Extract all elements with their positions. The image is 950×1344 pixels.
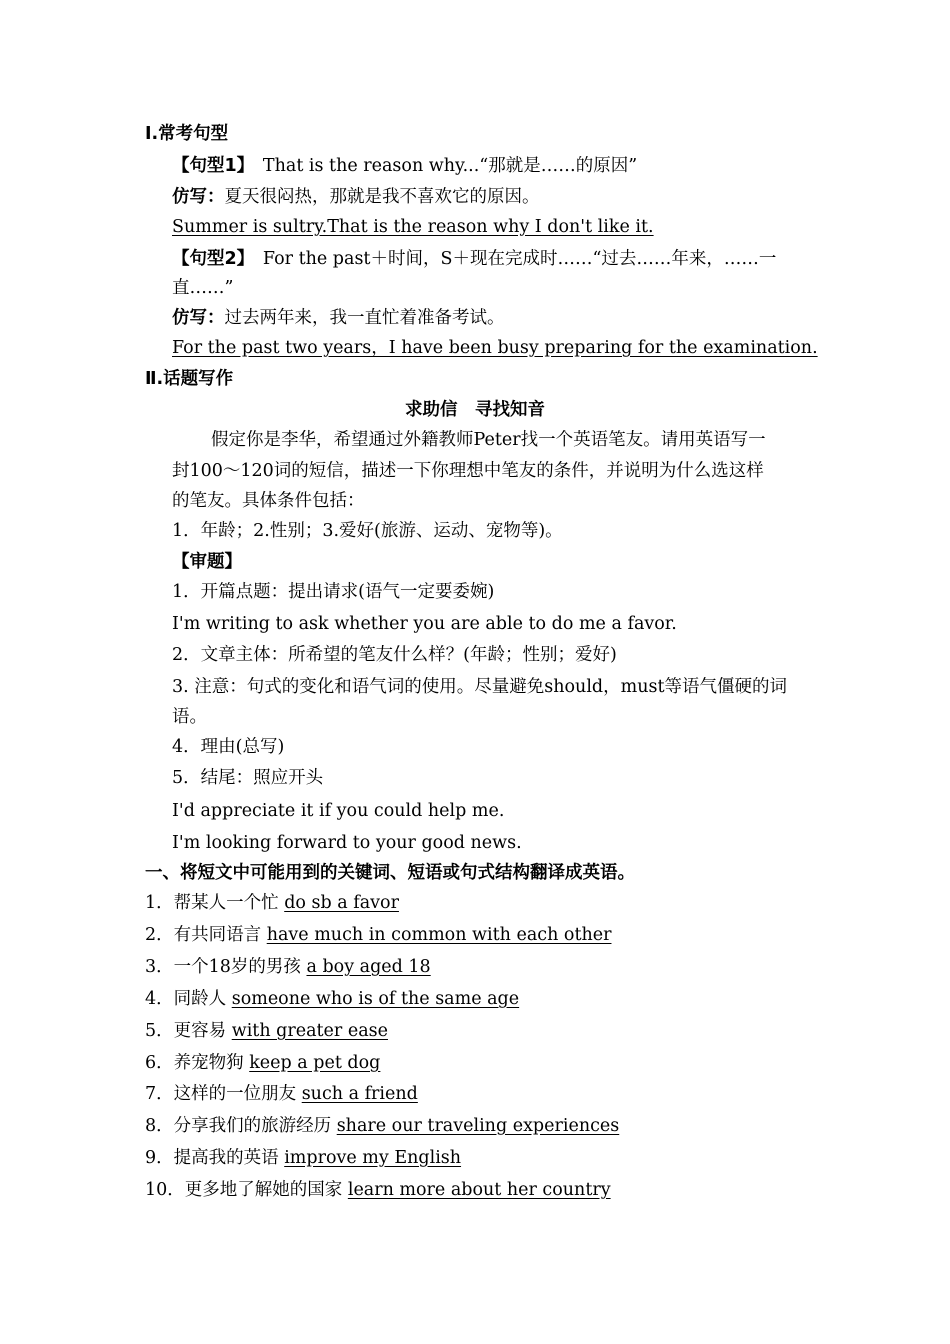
imitation-text: 过去两年来，我一直忙着准备考试。 (224, 308, 505, 328)
exercise-item (145, 1114, 619, 1138)
imitation-prompt (172, 185, 540, 209)
exercise-chinese: 更容易 (173, 1021, 232, 1041)
exercise-chinese: 提高我的英语 (173, 1148, 285, 1168)
exercise-answer: have much in common with each other (266, 925, 612, 945)
exercise-number: 9． (145, 1148, 174, 1168)
exercise-answer: someone who is of the same age (231, 989, 520, 1009)
exercise-heading: 一、将短文中可能用到的关键词、短语或句式结构翻译成英语。 (145, 863, 635, 883)
exercise-number: 1． (145, 893, 174, 913)
analysis-item: I'm looking forward to your good news. (172, 833, 522, 853)
writing-title: 求助信 寻找知音 (405, 400, 545, 420)
analysis-item: 5．结尾：照应开头 (172, 768, 324, 788)
exercise-item (145, 1051, 380, 1075)
analysis-heading: 【审题】 (172, 552, 242, 572)
exercise-chinese: 分享我们的旅游经历 (173, 1116, 337, 1136)
task-paragraph: 封100～120词的短信，描述一下你理想中笔友的条件，并说明为什么选这样 (172, 461, 764, 481)
pattern-text: That is the reason why...“那就是……的原因” (245, 156, 638, 176)
exercise-item (145, 1178, 611, 1202)
task-paragraph: 的笔友。具体条件包括： (172, 491, 365, 511)
pattern-2 (172, 247, 776, 271)
exercise-chinese: 养宠物狗 (173, 1053, 250, 1073)
imitation-answer: Summer is sultry.That is the reason why I don't like it. (172, 217, 654, 237)
exercise-number: 10． (145, 1180, 185, 1200)
exercise-number: 2． (145, 925, 174, 945)
exercise-item (145, 891, 399, 915)
pattern-label: 【句型1】 (172, 156, 246, 176)
exercise-answer: with greater ease (231, 1021, 388, 1041)
pattern-2-cont: 直……” (172, 278, 234, 298)
analysis-item: 语。 (172, 707, 207, 727)
exercise-answer: learn more about her country (347, 1180, 611, 1200)
exercise-item (145, 923, 611, 947)
exercise-chinese: 这样的一位朋友 (173, 1084, 302, 1104)
pattern-text: For the past＋时间，S＋现在完成时……“过去……年来，……一 (245, 249, 777, 269)
pattern-1 (172, 154, 637, 178)
analysis-item: I'm writing to ask whether you are able to do me a favor. (172, 614, 677, 634)
exercise-number: 7． (145, 1084, 174, 1104)
exercise-number: 3． (145, 957, 174, 977)
imitation-label: 仿写： (172, 308, 225, 328)
exercise-answer: a boy aged 18 (306, 957, 431, 977)
exercise-item (145, 955, 431, 979)
exercise-chinese: 同龄人 (173, 989, 232, 1009)
exercise-answer: share our traveling experiences (336, 1116, 620, 1136)
exercise-item (145, 987, 519, 1011)
imitation-label: 仿写： (172, 187, 225, 207)
analysis-item: 4．理由(总写) (172, 737, 285, 757)
exercise-chinese: 更多地了解她的国家 (184, 1180, 348, 1200)
exercise-number: 5． (145, 1021, 174, 1041)
analysis-item: 1．开篇点题：提出请求(语气一定要委婉) (172, 582, 495, 602)
exercise-chinese: 帮某人一个忙 (173, 893, 285, 913)
exercise-answer: do sb a favor (284, 893, 399, 913)
exercise-number: 4． (145, 989, 174, 1009)
exercise-answer: keep a pet dog (249, 1053, 381, 1073)
exercise-answer: improve my English (284, 1148, 462, 1168)
task-paragraph: 假定你是李华，希望通过外籍教师Peter找一个英语笔友。请用英语写一 (211, 430, 766, 450)
task-conditions: 1．年龄；2.性别；3.爱好(旅游、运动、宠物等)。 (172, 521, 563, 541)
imitation-answer: For the past two years，I have been busy preparing for the examination. (172, 338, 818, 358)
section-heading: Ⅰ.常考句型 (145, 124, 229, 144)
exercise-item (145, 1082, 418, 1106)
exercise-chinese: 有共同语言 (173, 925, 267, 945)
section-heading: Ⅱ.话题写作 (145, 369, 234, 389)
exercise-number: 8． (145, 1116, 174, 1136)
analysis-item: 3. 注意：句式的变化和语气词的使用。尽量避免should，must等语气僵硬的词 (172, 677, 787, 697)
exercise-item (145, 1146, 461, 1170)
exercise-item (145, 1019, 388, 1043)
exercise-chinese: 一个18岁的男孩 (173, 957, 307, 977)
imitation-prompt (172, 306, 505, 330)
pattern-label: 【句型2】 (172, 249, 246, 269)
analysis-item: I'd appreciate it if you could help me. (172, 801, 505, 821)
exercise-number: 6． (145, 1053, 174, 1073)
analysis-item: 2．文章主体：所希望的笔友什么样？(年龄；性别；爱好) (172, 645, 617, 665)
imitation-text: 夏天很闷热，那就是我不喜欢它的原因。 (224, 187, 540, 207)
exercise-answer: such a friend (301, 1084, 418, 1104)
